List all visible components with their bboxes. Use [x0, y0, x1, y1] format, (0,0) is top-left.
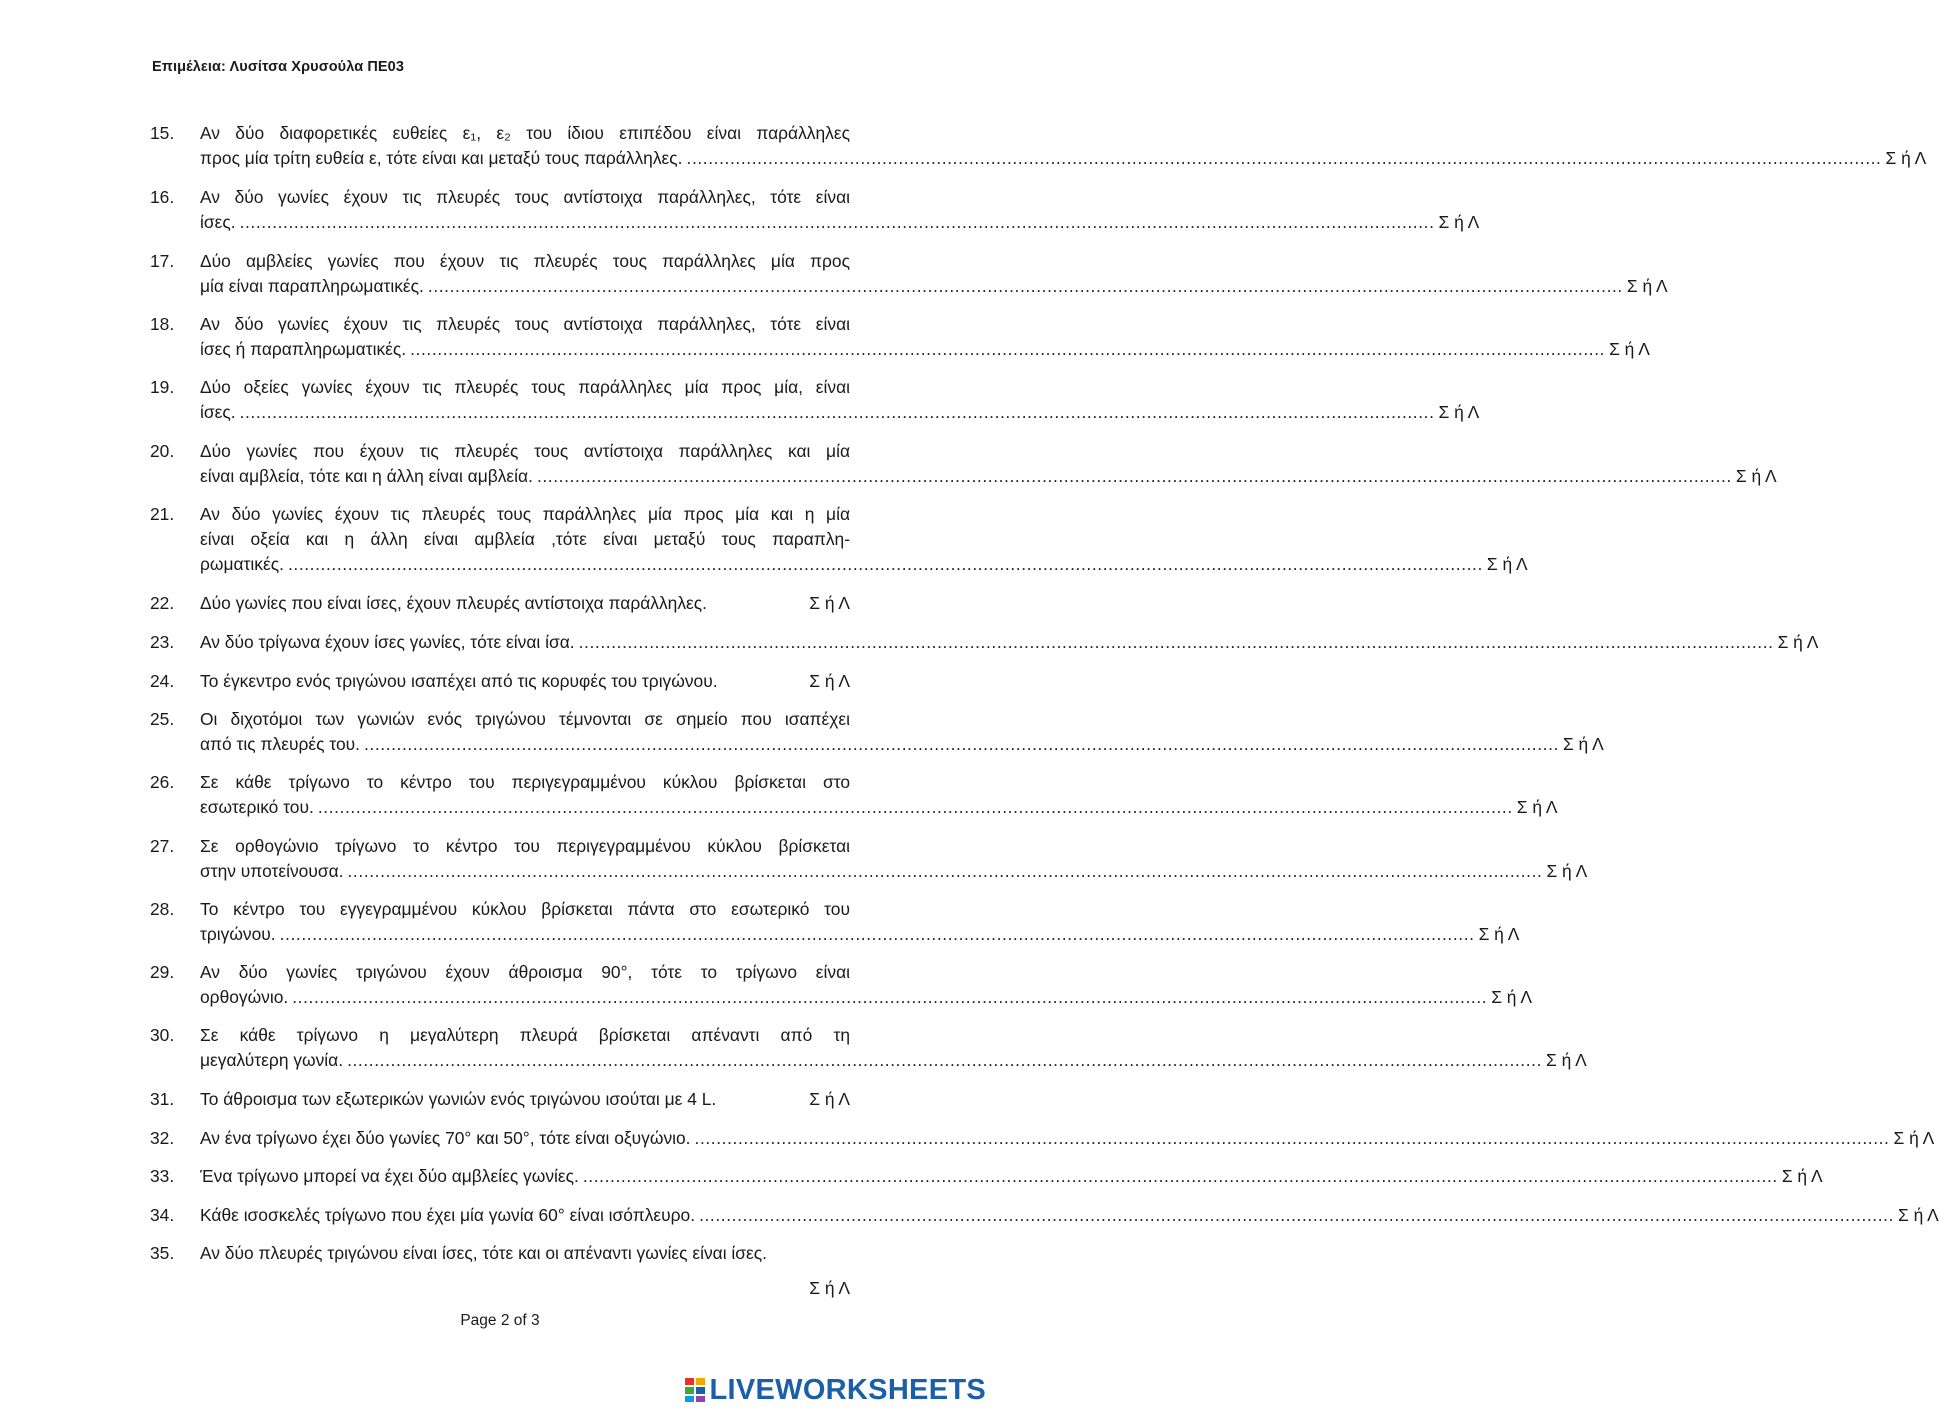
- question-number: 26.: [150, 772, 175, 792]
- answer-choice[interactable]: Σ ή Λ: [1735, 466, 1777, 486]
- answer-choice[interactable]: Σ ή Λ: [1438, 212, 1480, 232]
- question-text-end: ίσες ή παραπληρωματικές.: [200, 339, 407, 359]
- question-text: [200, 185, 1480, 235]
- dot-leader: ............................................................................................................................................................................................................................: [694, 1128, 1890, 1148]
- answer-choice[interactable]: Σ ή Λ: [1777, 632, 1819, 652]
- question-text-line: [200, 859, 1588, 884]
- answer-choice-q35[interactable]: Σ ή Λ: [809, 1278, 850, 1298]
- question-number: 21.: [150, 504, 175, 524]
- question-text-end: στην υποτείνουσα.: [200, 861, 344, 881]
- question-text-end: Αν ένα τρίγωνο έχει δύο γωνίες 70° και 50°, τότε είναι οξυγώνιο.: [200, 1128, 691, 1148]
- question-text-line: Το κέντρο του εγγεγραμμένου κύκλου βρίσκεται πάντα στο εσωτερικό του: [200, 899, 850, 919]
- dot-leader: ............................................................................................................................................................................................................................: [427, 276, 1623, 296]
- dot-leader: ............................................................................................................................................................................................................................: [279, 924, 1475, 944]
- question-text-end: ίσες.: [200, 402, 236, 422]
- question-text-line: [200, 1203, 1939, 1228]
- dot-leader: ............................................................................................................................................................................................................................: [287, 554, 1483, 574]
- dot-leader: ............................................................................................................................................................................................................................: [347, 1050, 1543, 1070]
- question-text: [200, 960, 1532, 1010]
- question-text-end: τριγώνου.: [200, 924, 276, 944]
- question-text-end: Ένα τρίγωνο μπορεί να έχει δύο αμβλείες γωνίες.: [200, 1166, 579, 1186]
- question-number: 29.: [150, 962, 175, 982]
- dot-leader: ............................................................................................................................................................................................................................: [292, 987, 1488, 1007]
- question-text-line: Αν δύο γωνίες έχουν τις πλευρές τους αντίστοιχα παράλληλες, τότε είναι: [200, 314, 850, 334]
- question-text-line: [200, 210, 1480, 235]
- question-number: 32.: [150, 1128, 175, 1148]
- dot-leader: ............................................................................................................................................................................................................................: [536, 466, 1732, 486]
- question-text: [200, 375, 1480, 425]
- question-text: [200, 1087, 850, 1112]
- question-text-line: [200, 1164, 1823, 1189]
- question-number: 28.: [150, 899, 175, 919]
- answer-choice[interactable]: Σ ή Λ: [1478, 924, 1520, 944]
- question-text-end: από τις πλευρές του.: [200, 734, 360, 754]
- question-number: 22.: [150, 593, 175, 613]
- question-text-line: [200, 274, 1668, 299]
- question-text: [200, 707, 1604, 757]
- dot-leader: ............................................................................................................................................................................................................................: [582, 1166, 1778, 1186]
- question-text: [200, 669, 850, 694]
- question-text-line: Αν δύο γωνίες έχουν τις πλευρές τους αντίστοιχα παράλληλες, τότε είναι: [200, 187, 850, 207]
- dot-leader: ............................................................................................................................................................................................................................: [578, 632, 1774, 652]
- question-text-line: [200, 1048, 1587, 1073]
- question-text-end: ίσες.: [200, 212, 236, 232]
- question-text-line: [200, 630, 1819, 655]
- answer-choice[interactable]: Σ ή Λ: [1781, 1166, 1823, 1186]
- page-number: Page 2 of 3: [460, 1312, 540, 1329]
- question-text-line: [200, 591, 850, 616]
- question-text-end: προς μία τρίτη ευθεία ε, τότε είναι και μεταξύ τους παράλληλες.: [200, 148, 683, 168]
- question-number: 25.: [150, 709, 175, 729]
- question-text: [200, 121, 1927, 171]
- question-text-line: [200, 732, 1604, 757]
- question-text: [200, 312, 1650, 362]
- question-text-line: είναι οξεία και η άλλη είναι αμβλεία ,τότε είναι μεταξύ τους παραπλη-: [200, 529, 850, 549]
- question-text-end: Κάθε ισοσκελές τρίγωνο που έχει μία γωνία 60° είναι ισόπλευρο.: [200, 1205, 696, 1225]
- question-text-line: Δύο γωνίες που έχουν τις πλευρές τους αντίστοιχα παράλληλες και μία: [200, 441, 850, 461]
- question-number: 20.: [150, 441, 175, 461]
- question-text-line: [200, 795, 1558, 820]
- question-text-line: [200, 552, 1528, 577]
- question-number: 16.: [150, 187, 175, 207]
- dot-leader: ............................................................................................................................................................................................................................: [239, 212, 1435, 232]
- question-text-end: μία είναι παραπληρωματικές.: [200, 276, 424, 296]
- question-text: [200, 1203, 1939, 1228]
- question-text-end: Αν δύο τρίγωνα έχουν ίσες γωνίες, τότε είναι ίσα.: [200, 632, 575, 652]
- question-text-end: είναι αμβλεία, τότε και η άλλη είναι αμβλεία.: [200, 466, 533, 486]
- question-text: [200, 897, 1520, 947]
- question-number: 19.: [150, 377, 175, 397]
- question-text: [200, 591, 850, 616]
- dot-leader: ............................................................................................................................................................................................................................: [410, 339, 1606, 359]
- question-text-line: [200, 985, 1532, 1010]
- answer-choice[interactable]: Σ ή Λ: [1516, 797, 1558, 817]
- brand-name: LIVEWORKSHEETS: [709, 1373, 986, 1406]
- question-number: 15.: [150, 123, 175, 143]
- question-text-line: [200, 146, 1927, 171]
- question-text: [200, 1164, 1823, 1189]
- answer-choice[interactable]: Σ ή Λ: [809, 1089, 850, 1109]
- question-number: 17.: [150, 251, 175, 271]
- answer-choice[interactable]: Σ ή Λ: [1626, 276, 1668, 296]
- dot-leader: ............................................................................................................................................................................................................................: [239, 402, 1435, 422]
- question-text-line: Αν δύο πλευρές τριγώνου είναι ίσες, τότε και οι απέναντι γωνίες είναι ίσες.: [200, 1243, 767, 1263]
- question-text-line: Αν δύο διαφορετικές ευθείες ε₁, ε₂ του ίδιου επιπέδου είναι παράλληλες: [200, 123, 850, 143]
- question-number: 35.: [150, 1243, 175, 1263]
- question-text-line: [200, 464, 1777, 489]
- question-number: 31.: [150, 1089, 175, 1109]
- question-number: 33.: [150, 1166, 175, 1186]
- question-text-line: Οι διχοτόμοι των γωνιών ενός τριγώνου τέμνονται σε σημείο που ισαπέχει: [200, 709, 850, 729]
- question-text-line: [200, 400, 1480, 425]
- question-text-end: εσωτερικό του.: [200, 797, 314, 817]
- question-text-end: ορθογώνιο.: [200, 987, 289, 1007]
- question-text-line: Σε κάθε τρίγωνο το κέντρο του περιγεγραμμένου κύκλου βρίσκεται στο: [200, 772, 850, 792]
- answer-choice[interactable]: Σ ή Λ: [1609, 339, 1650, 359]
- question-text: [200, 770, 1558, 820]
- question-text-end: ρωματικές.: [200, 554, 284, 574]
- answer-choice[interactable]: Σ ή Λ: [1486, 554, 1528, 574]
- question-number: 23.: [150, 632, 175, 652]
- answer-choice[interactable]: Σ ή Λ: [1885, 148, 1927, 168]
- answer-choice[interactable]: Σ ή Λ: [809, 671, 850, 691]
- question-text: [200, 502, 1528, 577]
- answer-choice[interactable]: Σ ή Λ: [1562, 734, 1604, 754]
- question-text-end: Δύο γωνίες που είναι ίσες, έχουν πλευρές αντίστοιχα παράλληλες.: [200, 593, 707, 613]
- question-number: 30.: [150, 1025, 175, 1045]
- answer-choice[interactable]: Σ ή Λ: [1546, 1050, 1587, 1070]
- question-text-line: Αν δύο γωνίες τριγώνου έχουν άθροισμα 90°, τότε το τρίγωνο είναι: [200, 962, 850, 982]
- answer-choice[interactable]: Σ ή Λ: [1898, 1205, 1939, 1225]
- question-text-line: Δύο αμβλείες γωνίες που έχουν τις πλευρές τους παράλληλες μία προς: [200, 251, 850, 271]
- question-text: [200, 1241, 850, 1266]
- question-number: 27.: [150, 836, 175, 856]
- liveworksheets-logo-icon: [684, 1377, 706, 1403]
- question-text-line: Αν δύο γωνίες έχουν τις πλευρές τους παράλληλες μία προς μία και η μία: [200, 504, 850, 524]
- answer-choice[interactable]: Σ ή Λ: [1491, 987, 1532, 1007]
- question-text-line: [200, 1126, 1935, 1151]
- question-text-end: μεγαλύτερη γωνία.: [200, 1050, 344, 1070]
- question-text: [200, 630, 1819, 655]
- dot-leader: ............................................................................................................................................................................................................................: [347, 861, 1543, 881]
- dot-leader: ............................................................................................................................................................................................................................: [363, 734, 1559, 754]
- question-number: 18.: [150, 314, 175, 334]
- question-text-line: [200, 922, 1520, 947]
- question-text: [200, 439, 1777, 489]
- question-number: 34.: [150, 1205, 175, 1225]
- dot-leader: ............................................................................................................................................................................................................................: [317, 797, 1513, 817]
- question-text: [200, 1126, 1935, 1151]
- dot-leader: ............................................................................................................................................................................................................................: [686, 148, 1882, 168]
- document-author-header: Επιμέλεια: Λυσίτσα Χρυσούλα ΠΕ03: [152, 59, 405, 75]
- question-text-line: Δύο οξείες γωνίες έχουν τις πλευρές τους παράλληλες μία προς μία, είναι: [200, 377, 850, 397]
- answer-choice[interactable]: Σ ή Λ: [1893, 1128, 1935, 1148]
- question-text: [200, 249, 1668, 299]
- question-text-line: [200, 1087, 850, 1112]
- question-text-line: [200, 669, 850, 694]
- question-text: [200, 834, 1588, 884]
- question-text-end: Το έγκεντρο ενός τριγώνου ισαπέχει από τις κορυφές του τριγώνου.: [200, 671, 718, 691]
- question-text-line: Σε ορθογώνιο τρίγωνο το κέντρο του περιγεγραμμένου κύκλου βρίσκεται: [200, 836, 850, 856]
- question-text-line: [200, 337, 1650, 362]
- answer-choice[interactable]: Σ ή Λ: [1438, 402, 1480, 422]
- answer-choice[interactable]: Σ ή Λ: [809, 593, 850, 613]
- question-text: [200, 1023, 1587, 1073]
- question-text-line: Σε κάθε τρίγωνο η μεγαλύτερη πλευρά βρίσκεται απέναντι από τη: [200, 1025, 850, 1045]
- question-number: 24.: [150, 671, 175, 691]
- answer-choice[interactable]: Σ ή Λ: [1546, 861, 1588, 881]
- question-text-end: Το άθροισμα των εξωτερικών γωνιών ενός τριγώνου ισούται με 4 L.: [200, 1089, 717, 1109]
- dot-leader: ............................................................................................................................................................................................................................: [699, 1205, 1895, 1225]
- liveworksheets-brand[interactable]: [684, 1374, 987, 1406]
